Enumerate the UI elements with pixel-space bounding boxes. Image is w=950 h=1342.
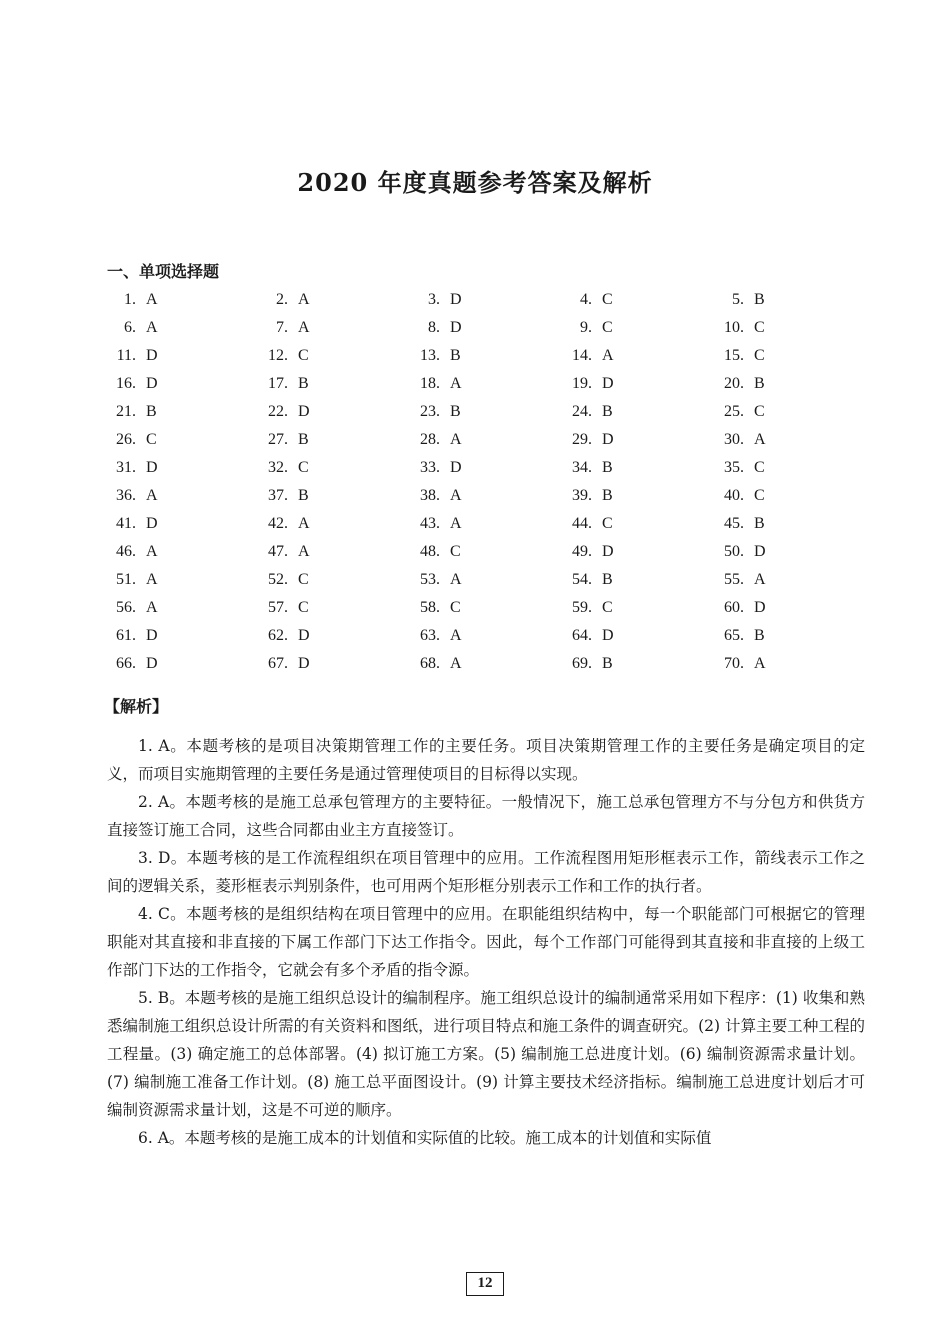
answer-number: 31. <box>116 459 136 476</box>
answer-row <box>100 286 820 314</box>
answer-item <box>252 398 318 426</box>
answer-choice: A <box>450 571 462 588</box>
answer-choice: D <box>146 375 158 392</box>
answer-choice: A <box>146 543 158 560</box>
answer-item <box>100 510 166 538</box>
answer-item <box>100 342 166 370</box>
answer-item <box>252 342 318 370</box>
analysis-heading: 【解析】 <box>104 697 169 716</box>
answer-number: 66. <box>116 655 136 672</box>
answer-choice: D <box>450 291 462 308</box>
answer-item <box>556 426 622 454</box>
answer-item <box>252 370 318 398</box>
answer-number: 12. <box>268 347 288 364</box>
answer-choice: C <box>754 403 765 420</box>
answer-number: 64. <box>572 627 592 644</box>
answer-row <box>100 482 820 510</box>
answer-choice: D <box>298 655 310 672</box>
answer-choice: B <box>602 403 613 420</box>
answer-choice: C <box>298 347 309 364</box>
answer-number: 35. <box>724 459 744 476</box>
answer-choice: D <box>298 627 310 644</box>
answer-number: 4. <box>580 291 592 308</box>
analysis-paragraph: 1. A。本题考核的是项目决策期管理工作的主要任务。项目决策期管理工作的主要任务是确定项目的定义，而项目实施期管理的主要任务是通过管理使项目的目标得以实现。 <box>107 737 865 783</box>
answer-item <box>708 426 774 454</box>
answer-choice: B <box>754 627 765 644</box>
answer-number: 53. <box>420 571 440 588</box>
answer-choice: B <box>450 403 461 420</box>
answer-choice: B <box>754 291 765 308</box>
answer-number: 2. <box>276 291 288 308</box>
answer-item <box>556 314 622 342</box>
answer-number: 24. <box>572 403 592 420</box>
answer-number: 3. <box>428 291 440 308</box>
answer-choice: D <box>602 375 614 392</box>
answer-number: 58. <box>420 599 440 616</box>
answer-row <box>100 538 820 566</box>
answer-choice: C <box>754 487 765 504</box>
answer-item <box>252 622 318 650</box>
answer-choice: A <box>450 655 462 672</box>
answer-choice: D <box>450 459 462 476</box>
answer-choice: D <box>298 403 310 420</box>
answer-choice: B <box>602 571 613 588</box>
answer-number: 27. <box>268 431 288 448</box>
answer-item <box>404 314 470 342</box>
analysis-paragraph: 3. D。本题考核的是工作流程组织在项目管理中的应用。工作流程图用矩形框表示工作，箭线表示工作之间的逻辑关系，菱形框表示判别条件，也可用两个矩形框分别表示工作和工作的执行者。 <box>107 849 865 895</box>
answer-row <box>100 454 820 482</box>
answer-row <box>100 594 820 622</box>
answer-item <box>404 650 470 678</box>
answer-item <box>404 510 470 538</box>
answer-number: 19. <box>572 375 592 392</box>
answer-item <box>404 622 470 650</box>
answer-item <box>100 622 166 650</box>
answer-number: 50. <box>724 543 744 560</box>
answer-item <box>556 398 622 426</box>
answer-choice: D <box>602 431 614 448</box>
answer-item <box>556 510 622 538</box>
answer-number: 13. <box>420 347 440 364</box>
answer-item <box>404 482 470 510</box>
answer-choice: D <box>146 627 158 644</box>
answer-choice: B <box>754 375 765 392</box>
answer-item <box>556 482 622 510</box>
answer-item <box>708 622 774 650</box>
answer-number: 6. <box>124 319 136 336</box>
answer-item <box>708 454 774 482</box>
answer-item <box>404 566 470 594</box>
answer-item <box>556 650 622 678</box>
answer-choice: B <box>298 487 309 504</box>
answer-number: 17. <box>268 375 288 392</box>
answer-choice: C <box>146 431 157 448</box>
answer-number: 33. <box>420 459 440 476</box>
answer-number: 18. <box>420 375 440 392</box>
answer-number: 63. <box>420 627 440 644</box>
answer-number: 8. <box>428 319 440 336</box>
answer-number: 38. <box>420 487 440 504</box>
answer-item <box>252 650 318 678</box>
analysis-body <box>107 732 865 1152</box>
answer-choice: B <box>602 487 613 504</box>
answer-item <box>708 286 774 314</box>
answer-choice: C <box>602 291 613 308</box>
answer-item <box>100 594 166 622</box>
answer-number: 41. <box>116 515 136 532</box>
answer-item <box>556 538 622 566</box>
answer-choice: C <box>602 515 613 532</box>
answer-item <box>404 370 470 398</box>
answer-number: 30. <box>724 431 744 448</box>
answer-choice: C <box>450 543 461 560</box>
answer-choice: D <box>754 543 766 560</box>
answer-item <box>404 594 470 622</box>
answer-item <box>404 342 470 370</box>
answer-choice: D <box>754 599 766 616</box>
answer-number: 68. <box>420 655 440 672</box>
answer-item <box>100 566 166 594</box>
answer-number: 42. <box>268 515 288 532</box>
answer-number: 20. <box>724 375 744 392</box>
answer-item <box>404 286 470 314</box>
answer-item <box>708 482 774 510</box>
answer-item <box>708 370 774 398</box>
answer-choice: D <box>602 543 614 560</box>
answer-item <box>100 426 166 454</box>
answer-number: 62. <box>268 627 288 644</box>
answer-choice: A <box>754 655 766 672</box>
analysis-paragraph: 6. A。本题考核的是施工成本的计划值和实际值的比较。施工成本的计划值和实际值 <box>138 1129 712 1147</box>
answer-choice: A <box>298 515 310 532</box>
answer-item <box>556 622 622 650</box>
answer-number: 70. <box>724 655 744 672</box>
answer-choice: C <box>602 599 613 616</box>
answer-choice: D <box>146 459 158 476</box>
answer-item <box>252 426 318 454</box>
answer-choice: A <box>298 319 310 336</box>
answer-choice: C <box>754 459 765 476</box>
answer-choice: A <box>146 599 158 616</box>
answer-item <box>404 426 470 454</box>
answer-item <box>708 510 774 538</box>
section-heading-single-choice: 一、单项选择题 <box>107 262 220 281</box>
answer-number: 44. <box>572 515 592 532</box>
answer-row <box>100 370 820 398</box>
answer-choice: C <box>602 319 613 336</box>
answer-number: 65. <box>724 627 744 644</box>
answer-item <box>252 314 318 342</box>
answer-choice: B <box>602 459 613 476</box>
answer-number: 28. <box>420 431 440 448</box>
answer-number: 54. <box>572 571 592 588</box>
answer-item <box>100 454 166 482</box>
answer-number: 60. <box>724 599 744 616</box>
answer-number: 57. <box>268 599 288 616</box>
answer-number: 61. <box>116 627 136 644</box>
answer-choice: C <box>754 319 765 336</box>
answer-item <box>100 314 166 342</box>
answer-item <box>556 566 622 594</box>
answer-item <box>708 398 774 426</box>
answer-number: 9. <box>580 319 592 336</box>
answer-number: 7. <box>276 319 288 336</box>
answer-number: 26. <box>116 431 136 448</box>
answer-item <box>252 594 318 622</box>
answer-item <box>100 286 166 314</box>
answer-item <box>708 594 774 622</box>
answer-number: 55. <box>724 571 744 588</box>
answer-row <box>100 650 820 678</box>
answer-number: 34. <box>572 459 592 476</box>
answer-item <box>404 538 470 566</box>
answer-number: 5. <box>732 291 744 308</box>
answer-number: 36. <box>116 487 136 504</box>
answer-choice: A <box>450 515 462 532</box>
answer-number: 43. <box>420 515 440 532</box>
answer-number: 46. <box>116 543 136 560</box>
answer-item <box>100 538 166 566</box>
answer-choice: A <box>754 571 766 588</box>
answer-number: 51. <box>116 571 136 588</box>
answer-number: 69. <box>572 655 592 672</box>
answer-choice: C <box>298 571 309 588</box>
answer-row <box>100 426 820 454</box>
answer-choice: A <box>298 543 310 560</box>
answer-choice: C <box>298 459 309 476</box>
answer-number: 23. <box>420 403 440 420</box>
answer-item <box>556 594 622 622</box>
answer-item <box>708 342 774 370</box>
answer-choice: A <box>450 375 462 392</box>
answer-choice: D <box>146 347 158 364</box>
answer-number: 14. <box>572 347 592 364</box>
answer-choice: A <box>146 487 158 504</box>
answer-row <box>100 342 820 370</box>
answer-row <box>100 622 820 650</box>
answer-number: 49. <box>572 543 592 560</box>
answer-choice: A <box>298 291 310 308</box>
answer-choice: C <box>450 599 461 616</box>
answer-choice: D <box>146 655 158 672</box>
answer-item <box>708 538 774 566</box>
answer-item <box>100 398 166 426</box>
answer-row <box>100 510 820 538</box>
answer-item <box>252 286 318 314</box>
answer-row <box>100 566 820 594</box>
answer-item <box>556 342 622 370</box>
answer-item <box>252 510 318 538</box>
answer-choice: A <box>146 291 158 308</box>
answer-item <box>708 314 774 342</box>
answer-row <box>100 398 820 426</box>
answer-choice: D <box>146 515 158 532</box>
answer-row <box>100 314 820 342</box>
answer-item <box>100 482 166 510</box>
answer-choice: A <box>146 571 158 588</box>
answer-item <box>252 538 318 566</box>
answer-item <box>708 566 774 594</box>
answer-choice: A <box>754 431 766 448</box>
answer-grid <box>100 286 820 678</box>
answer-number: 29. <box>572 431 592 448</box>
answer-number: 16. <box>116 375 136 392</box>
answer-item <box>100 650 166 678</box>
answer-item <box>100 370 166 398</box>
analysis-paragraph: 2. A。本题考核的是施工总承包管理方的主要特征。一般情况下，施工总承包管理方不与分包方和供货方直接签订施工合同，这些合同都由业主方直接签订。 <box>107 793 865 839</box>
analysis-paragraph: 5. B。本题考核的是施工组织总设计的编制程序。施工组织总设计的编制通常采用如下程序：(1) 收集和熟悉编制施工组织总设计所需的有关资料和图纸，进行项目特点和施工条件的调查研究。(2) 计算主要工种工程的工程量。(3) 确定施工的总体部署。(4) 拟订施工方案。(5) 编制施工总进度计划。(6) 编制资源需求量计划。(7) 编制施工准备工作计划。(8) 施工总平面图设计。(9) 计算主要技术经济指标。编制施工总进度计划后才可编制资源需求量计划，这是不可逆的顺序。 <box>107 989 865 1119</box>
answer-choice: A <box>450 431 462 448</box>
answer-choice: B <box>146 403 157 420</box>
answer-number: 48. <box>420 543 440 560</box>
answer-number: 10. <box>724 319 744 336</box>
answer-choice: B <box>602 655 613 672</box>
answer-item <box>556 286 622 314</box>
answer-number: 59. <box>572 599 592 616</box>
analysis-paragraph: 4. C。本题考核的是组织结构在项目管理中的应用。在职能组织结构中，每一个职能部门可根据它的管理职能对其直接和非直接的下属工作部门下达工作指令。因此，每个工作部门可能得到其直接和非直接的上级工作部门下达的工作指令，它就会有多个矛盾的指令源。 <box>107 905 865 979</box>
answer-item <box>252 482 318 510</box>
answer-choice: B <box>298 431 309 448</box>
answer-item <box>252 454 318 482</box>
answer-number: 22. <box>268 403 288 420</box>
answer-number: 25. <box>724 403 744 420</box>
answer-number: 1. <box>124 291 136 308</box>
answer-number: 56. <box>116 599 136 616</box>
answer-number: 45. <box>724 515 744 532</box>
answer-choice: B <box>298 375 309 392</box>
answer-choice: A <box>450 487 462 504</box>
answer-choice: B <box>450 347 461 364</box>
answer-number: 40. <box>724 487 744 504</box>
page-number: 12 <box>466 1272 504 1296</box>
answer-number: 32. <box>268 459 288 476</box>
answer-choice: A <box>450 627 462 644</box>
answer-choice: C <box>754 347 765 364</box>
answer-number: 15. <box>724 347 744 364</box>
answer-number: 11. <box>116 347 136 364</box>
page-title: 2020 年度真题参考答案及解析 <box>297 168 653 197</box>
answer-choice: D <box>450 319 462 336</box>
answer-number: 37. <box>268 487 288 504</box>
answer-choice: B <box>754 515 765 532</box>
answer-item <box>252 566 318 594</box>
answer-number: 52. <box>268 571 288 588</box>
answer-choice: A <box>146 319 158 336</box>
answer-item <box>404 398 470 426</box>
answer-choice: D <box>602 627 614 644</box>
answer-item <box>404 454 470 482</box>
answer-item <box>556 370 622 398</box>
answer-item <box>708 650 774 678</box>
answer-number: 67. <box>268 655 288 672</box>
answer-number: 21. <box>116 403 136 420</box>
answer-choice: A <box>602 347 614 364</box>
answer-choice: C <box>298 599 309 616</box>
answer-number: 47. <box>268 543 288 560</box>
answer-item <box>556 454 622 482</box>
answer-number: 39. <box>572 487 592 504</box>
